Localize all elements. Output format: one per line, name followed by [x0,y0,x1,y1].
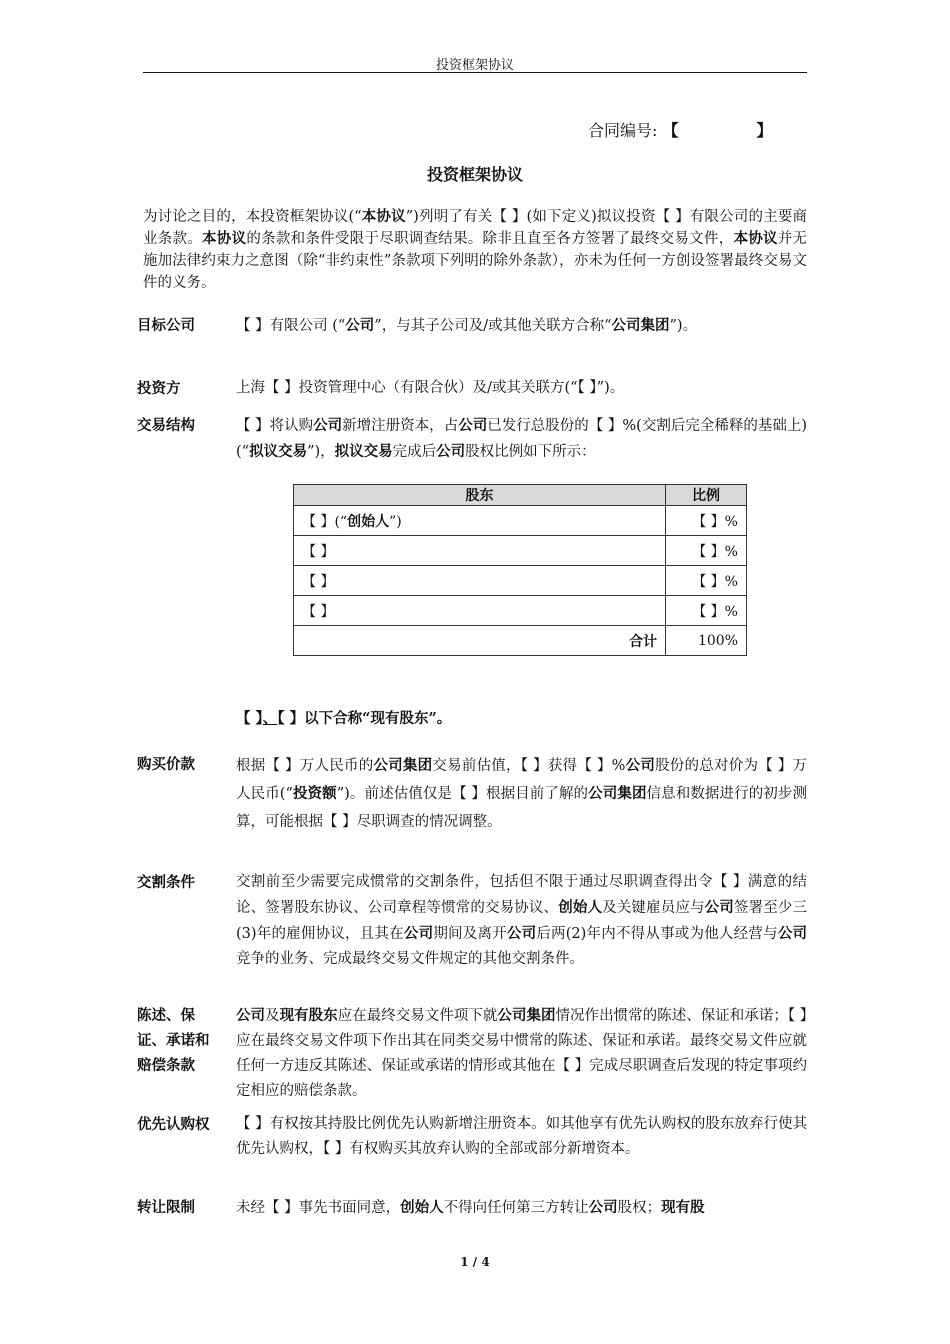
term-label: 转让限制 [137,1199,195,1216]
running-header: 投资框架协议 [435,58,514,73]
term-body: 上海【 】投资管理中心（有限合伙）及/或其关联方(“【 】”)。 [236,380,625,396]
term-label: 陈述、保证、承诺和赔偿条款 [137,1007,210,1074]
page-number: 1 / 4 [460,1255,490,1269]
term-body: 公司及现有股东应在最终交易文件项下就公司集团情况作出惯常的陈述、保证和承诺；【 】应在最终交易文件项下作出其在同类交易中惯常的陈述、保证和承诺。最终交易文件应就任何一方违反其陈述、保证或承诺的情形或其他在【 】完成尽职调查后发现的特定事项约定相应的赔偿条款。 [236,1007,808,1099]
term-label: 交割条件 [137,874,195,891]
header-ratio: 比例 [666,485,747,506]
term-body: 【 】将认购公司新增注册资本，占公司已发行总股份的【 】%(交割后完全稀释的基础上)(“拟议交易”)，拟议交易完成后公司股权比例如下所示： [236,417,808,460]
table-row [294,596,747,626]
contract-number-value: 【 】 [662,121,773,140]
term-body: 根据【 】万人民币的公司集团交易前估值，【 】获得【 】%公司股份的总对价为【 】万人民币(“投资额”)。前述估值仅是【 】根据目前了解的公司集团信息和数据进行的初步测算，可能根据【 】尽职调查的情况调整。 [236,757,808,830]
contract-number-label: 合同编号: [588,121,658,140]
term-body: 【 】有限公司 (“公司”，与其子公司及/或其他关联方合称“公司集团”)。 [236,317,698,334]
term-body: 交割前至少需要完成惯常的交割条件，包括但不限于通过尽职调查得出令【 】满意的结论、签署股东协议、公司章程等惯常的交易协议、创始人及关键雇员应与公司签署至少三(3)年的雇佣协议，且其在公司期间及离开公司后两(2)年内不得从事或为他人经营与公司竞争的业务、完成最终交易文件规定的其他交割条件。 [236,874,808,967]
table-row [294,506,747,536]
term-label: 投资方 [137,380,181,397]
contract-number [588,118,773,141]
table-row [294,536,747,566]
shareholder-name: 【 】 [294,536,666,566]
header-rule [143,72,807,73]
shareholder-name: 【 】 [294,566,666,596]
term-label: 购买价款 [137,756,195,773]
table-total-row [294,626,747,656]
shareholder-ratio: 【 】% [666,506,747,536]
shareholder-ratio: 【 】% [666,536,747,566]
header-shareholder: 股东 [294,485,666,506]
total-value: 100% [666,626,747,656]
total-label: 合计 [294,626,666,656]
document-title: 投资框架协议 [426,165,523,184]
term-label: 优先认购权 [137,1116,210,1133]
term-label: 目标公司 [137,317,195,334]
table-row [294,566,747,596]
shareholder-name: 【 】 [294,596,666,626]
term-label: 交易结构 [137,417,195,434]
existing-shareholders-note: 【 】、【 】以下合称“现有股东”。 [236,710,452,727]
term-body: 未经【 】事先书面同意，创始人不得向任何第三方转让公司股权；现有股 [236,1199,705,1216]
shareholder-ratio: 【 】% [666,596,747,626]
term-body: 【 】有权按其持股比例优先认购新增注册资本。如其他享有优先认购权的股东放弃行使其优先认购权，【 】有权购买其放弃认购的全部或部分新增资本。 [236,1116,807,1157]
shareholder-ratio: 【 】% [666,566,747,596]
shareholder-name: 【 】(“创始人”) [294,506,666,536]
table-header-row [294,485,747,506]
shareholding-table [293,484,747,656]
preamble: 为讨论之目的，本投资框架协议(“本协议”)列明了有关【 】(如下定义)拟议投资【 】有限公司的主要商业条款。本协议的条款和条件受限于尽职调查结果。除非且直至各方签署了最终交易文件，本协议并无施加法律约束力之意图（除“非约束性”条款项下列明的除外条款），亦未为任何一方创设签署最终交易文件的义务。 [143,208,808,291]
